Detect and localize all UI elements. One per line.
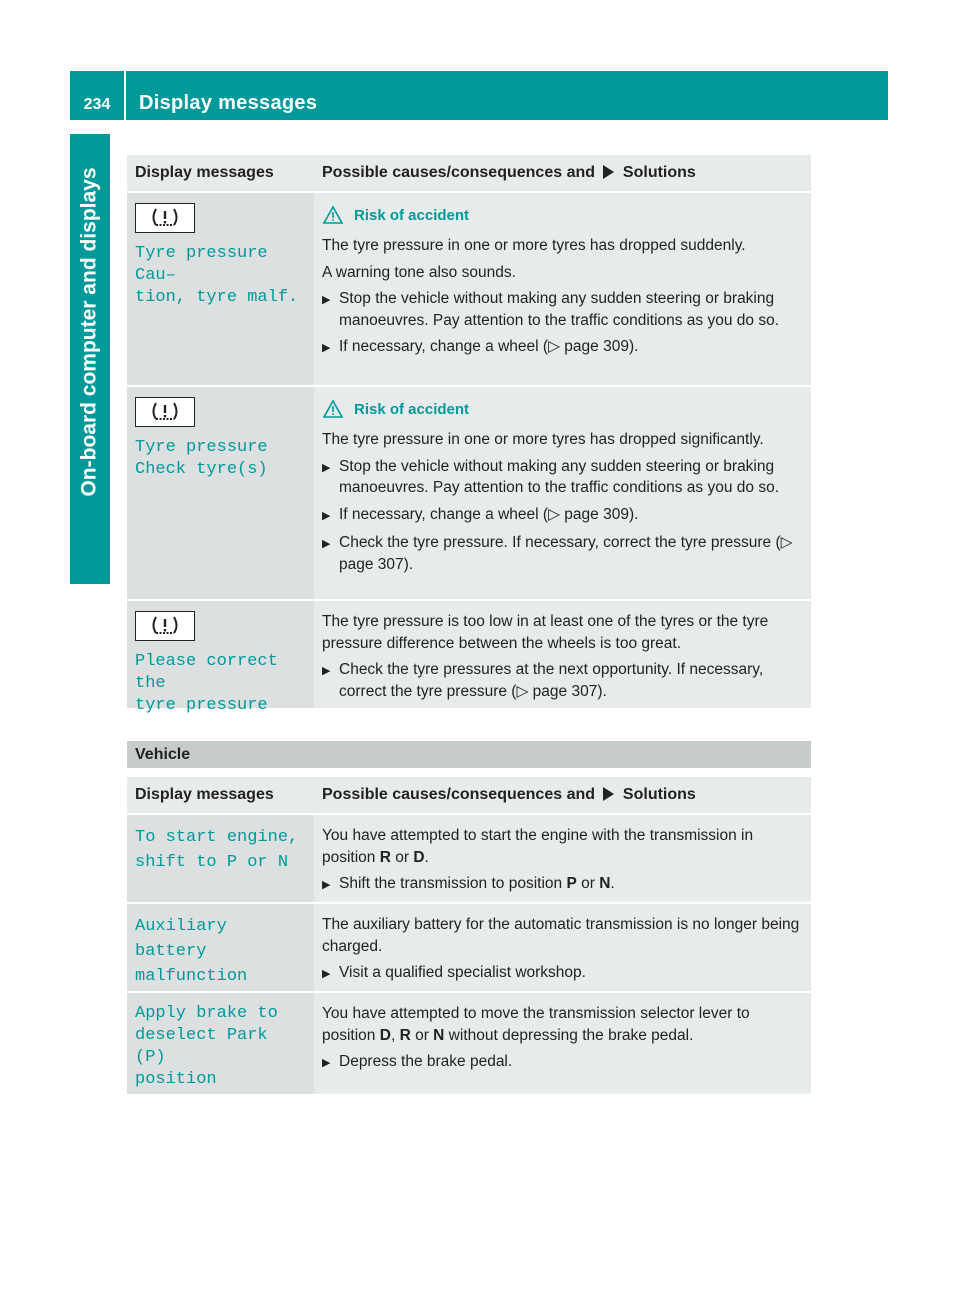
solution-cell xyxy=(314,601,811,708)
cause-text: A warning tone also sounds. xyxy=(322,263,516,281)
step-text-part: . xyxy=(610,875,615,892)
risk-label: Risk of accident xyxy=(354,206,470,224)
cause-text-part: or xyxy=(410,1026,434,1044)
arrow-right-icon xyxy=(603,787,614,801)
cause-text-part: You have attempted to move the transmission selector lever to position xyxy=(322,1005,750,1044)
step-text: Check the tyre pressures at the next opportunity. If necessary, correct the tyre pressure (▷ page 307). xyxy=(339,661,764,700)
table-row xyxy=(127,193,811,387)
table-row xyxy=(127,904,811,993)
step-text: Stop the vehicle without making any sudden steering or braking manoeuvres. Pay attention to the traffic conditions as you do so. xyxy=(339,290,780,329)
display-message: Apply brake to deselect Park (P) position xyxy=(135,1004,278,1089)
cause-text: The tyre pressure in one or more tyres has dropped suddenly. xyxy=(322,237,746,254)
table-row xyxy=(127,387,811,601)
table-row xyxy=(127,601,811,715)
solution-step xyxy=(322,1051,803,1075)
arrow-right-icon: ▶ xyxy=(322,461,331,474)
step-text: Depress the brake pedal. xyxy=(339,1053,513,1070)
tyre-pressure-warning-icon xyxy=(135,397,195,427)
sidebar-label: On-board computer and displays xyxy=(78,167,101,497)
col-header-solutions xyxy=(314,155,811,191)
col-header-solutions-text: Solutions xyxy=(622,164,696,181)
solution-step xyxy=(322,873,803,897)
risk-heading xyxy=(322,205,803,225)
display-message: Tyre pressure Check tyre(s) xyxy=(135,438,268,479)
step-text-part: Shift the transmission to position xyxy=(339,875,567,892)
display-message: Please correct the tyre pressure xyxy=(135,652,278,715)
gear-n: N xyxy=(433,1026,445,1044)
step-text: Stop the vehicle without making any sudden steering or braking manoeuvres. Pay attention to the traffic conditions as you do so. xyxy=(339,457,780,496)
cause-text-part: without depressing the brake pedal. xyxy=(444,1026,694,1044)
display-message: Auxiliary battery malfunction xyxy=(135,917,248,986)
solution-step xyxy=(322,659,803,702)
gear-r: R xyxy=(379,848,391,866)
message-cell xyxy=(127,193,314,385)
step-text: If necessary, change a wheel (▷ page 309). xyxy=(339,338,639,355)
solution-step xyxy=(322,288,803,331)
gear-r: R xyxy=(399,1026,411,1044)
tyre-pressure-warning-icon xyxy=(135,611,195,641)
arrow-right-icon: ▶ xyxy=(322,665,331,677)
page-number: 234 xyxy=(70,71,126,120)
arrow-right-icon: ▶ xyxy=(322,294,331,306)
arrow-right-icon xyxy=(603,165,614,179)
solution-cell xyxy=(314,815,811,902)
col-header-messages: Display messages xyxy=(127,777,314,813)
tyre-messages-table xyxy=(127,155,811,715)
cause-text: The auxiliary battery for the automatic transmission is no longer being charged. xyxy=(322,916,800,955)
step-text: Check the tyre pressure. If necessary, correct the tyre pressure (▷ page 307). xyxy=(339,534,793,573)
arrow-right-icon: ▶ xyxy=(322,509,331,522)
warning-triangle-icon xyxy=(322,205,344,225)
step-text: If necessary, change a wheel (▷ page 309). xyxy=(339,505,639,523)
solution-step xyxy=(322,456,803,499)
solution-cell xyxy=(314,193,811,385)
col-header-solutions-text: Solutions xyxy=(622,786,696,803)
gear-d: D xyxy=(379,1026,391,1044)
page-title: Display messages xyxy=(139,92,318,114)
gear-n: N xyxy=(599,875,611,892)
message-cell xyxy=(127,815,314,902)
solution-step xyxy=(322,962,803,986)
message-cell xyxy=(127,387,314,599)
table-header-row xyxy=(127,155,811,193)
cause-text: The tyre pressure in one or more tyres has dropped significantly. xyxy=(322,431,764,448)
solution-step xyxy=(322,532,803,575)
vehicle-messages-table xyxy=(127,777,811,1094)
cause-text-part: . xyxy=(424,848,429,866)
page-header xyxy=(70,71,888,120)
display-message: To start engine, shift to P or N xyxy=(135,828,299,872)
risk-heading xyxy=(322,399,803,419)
arrow-right-icon: ▶ xyxy=(322,342,331,354)
cause-text-part: , xyxy=(390,1026,400,1044)
solution-step xyxy=(322,336,803,360)
display-message: Tyre pressure Cau– tion, tyre malf. xyxy=(135,244,299,307)
sidebar-label-wrap xyxy=(70,134,110,530)
tyre-pressure-warning-icon xyxy=(135,203,195,233)
warning-triangle-icon xyxy=(322,399,344,419)
step-text xyxy=(339,873,615,897)
cause-text-part: or xyxy=(390,848,414,866)
risk-label: Risk of accident xyxy=(354,400,470,418)
table-header-row xyxy=(127,777,811,815)
section-title-vehicle: Vehicle xyxy=(127,741,811,768)
gear-d: D xyxy=(413,848,425,866)
step-text: Visit a qualified specialist workshop. xyxy=(339,964,586,981)
step-text-part: or xyxy=(576,875,600,892)
table-row xyxy=(127,815,811,904)
arrow-right-icon: ▶ xyxy=(322,1057,331,1069)
arrow-right-icon: ▶ xyxy=(322,879,331,891)
message-cell xyxy=(127,904,314,991)
table-row xyxy=(127,993,811,1094)
solution-cell xyxy=(314,993,811,1094)
cause-text-part: You have attempted to start the engine with the transmission in position xyxy=(322,827,754,866)
message-cell xyxy=(127,993,314,1094)
col-header-solutions xyxy=(314,777,811,813)
col-header-text: Possible causes/consequences and xyxy=(322,786,596,803)
col-header-text: Possible causes/consequences and xyxy=(322,164,596,181)
cause-text: The tyre pressure is too low in at least one of the tyres or the tyre pressure difference between the wheels is too great. xyxy=(322,613,769,652)
col-header-messages: Display messages xyxy=(127,155,314,191)
message-cell xyxy=(127,601,314,715)
gear-p: P xyxy=(566,875,577,892)
cause-text xyxy=(322,825,803,868)
cause-text xyxy=(322,1003,803,1046)
arrow-right-icon: ▶ xyxy=(322,538,331,550)
solution-step xyxy=(322,504,803,528)
solution-cell xyxy=(314,387,811,599)
arrow-right-icon: ▶ xyxy=(322,968,331,980)
solution-cell xyxy=(314,904,811,991)
